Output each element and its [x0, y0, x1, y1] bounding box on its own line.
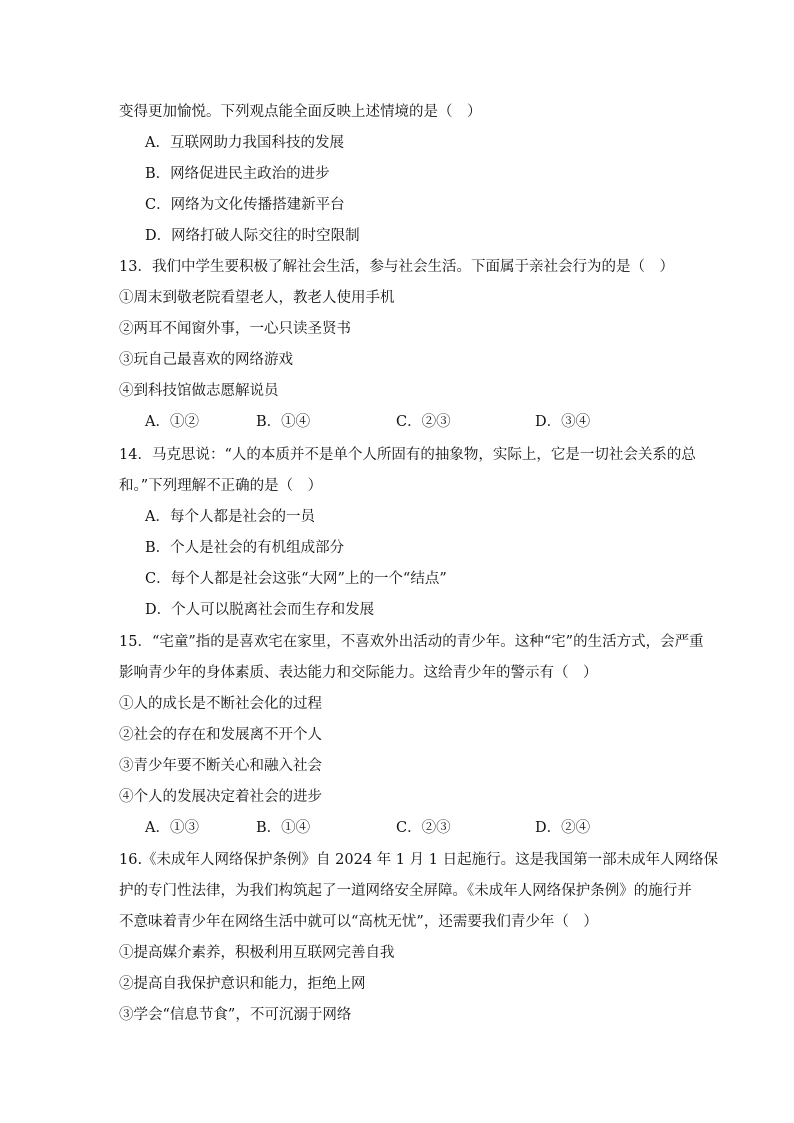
q13-choices: [0, 412, 794, 432]
q15-choice-a: A．①③: [145, 820, 199, 836]
q12-stem-continuation: 变得更加愉悦。下列观点能全面反映上述情境的是（ ）: [119, 104, 482, 120]
q16-item-3: ③学会“信息节食”，不可沉溺于网络: [119, 1007, 352, 1023]
q13-item-3: ③玩自己最喜欢的网络游戏: [119, 352, 293, 368]
q15-choice-b: B．①④: [256, 820, 311, 836]
q15-choice-c: C．②③: [396, 820, 451, 836]
q16-stem-line-1: 16.《未成年人网络保护条例》自 2024 年 1 月 1 日起施行。这是我国第一部未成年人网络保: [119, 852, 719, 868]
q14-stem-line-1: 14．马克思说：“人的本质并不是单个人所固有的抽象物，实际上，它是一切社会关系的总: [119, 447, 696, 463]
q12-option-d: D．网络打破人际交往的时空限制: [145, 228, 360, 244]
q12-option-a: A．互联网助力我国科技的发展: [145, 135, 344, 151]
q13-choice-d: D．③④: [535, 414, 591, 430]
q14-option-c: C．每个人都是社会这张“大网”上的一个“结点”: [145, 571, 447, 587]
q15-item-3: ③青少年要不断关心和融入社会: [119, 758, 322, 774]
q15-stem-line-1: 15．“宅童”指的是喜欢宅在家里，不喜欢外出活动的青少年。这种“宅”的生活方式，会严重: [119, 634, 704, 650]
q15-choice-d: D．②④: [535, 820, 591, 836]
q13-choice-c: C．②③: [396, 414, 451, 430]
q14-stem-line-2: 和。”下列理解不正确的是（ ）: [119, 478, 323, 494]
q14-option-d: D．个人可以脱离社会而生存和发展: [145, 602, 375, 618]
q13-choice-a: A．①②: [145, 414, 199, 430]
q14-option-a: A．每个人都是社会的一员: [145, 509, 315, 525]
q15-item-4: ④个人的发展决定着社会的进步: [119, 789, 322, 805]
q16-item-1: ①提高媒介素养，积极利用互联网完善自我: [119, 945, 395, 961]
q13-item-1: ①周末到敬老院看望老人，教老人使用手机: [119, 290, 395, 306]
q13-stem: 13．我们中学生要积极了解社会生活，参与社会生活。下面属于亲社会行为的是（ ）: [119, 259, 674, 275]
q14-option-b: B．个人是社会的有机组成部分: [145, 540, 345, 556]
q13-item-4: ④到科技馆做志愿解说员: [119, 383, 279, 399]
q15-item-1: ①人的成长是不断社会化的过程: [119, 696, 322, 712]
q13-item-2: ②两耳不闻窗外事，一心只读圣贤书: [119, 321, 351, 337]
q15-stem-line-2: 影响青少年的身体素质、表达能力和交际能力。这给青少年的警示有（ ）: [119, 665, 598, 681]
q16-stem-line-3: 不意味着青少年在网络生活中就可以“高枕无忧”，还需要我们青少年（ ）: [119, 914, 598, 930]
q16-stem-line-2: 护的专门性法律，为我们构筑起了一道网络安全屏障。《未成年人网络保护条例》的施行并: [119, 883, 692, 899]
q15-choices: [0, 818, 794, 838]
q12-option-c: C．网络为文化传播搭建新平台: [145, 197, 345, 213]
q15-item-2: ②社会的存在和发展离不开个人: [119, 727, 322, 743]
q16-item-2: ②提高自我保护意识和能力，拒绝上网: [119, 976, 366, 992]
q13-choice-b: B．①④: [256, 414, 311, 430]
q12-option-b: B．网络促进民主政治的进步: [145, 166, 330, 182]
